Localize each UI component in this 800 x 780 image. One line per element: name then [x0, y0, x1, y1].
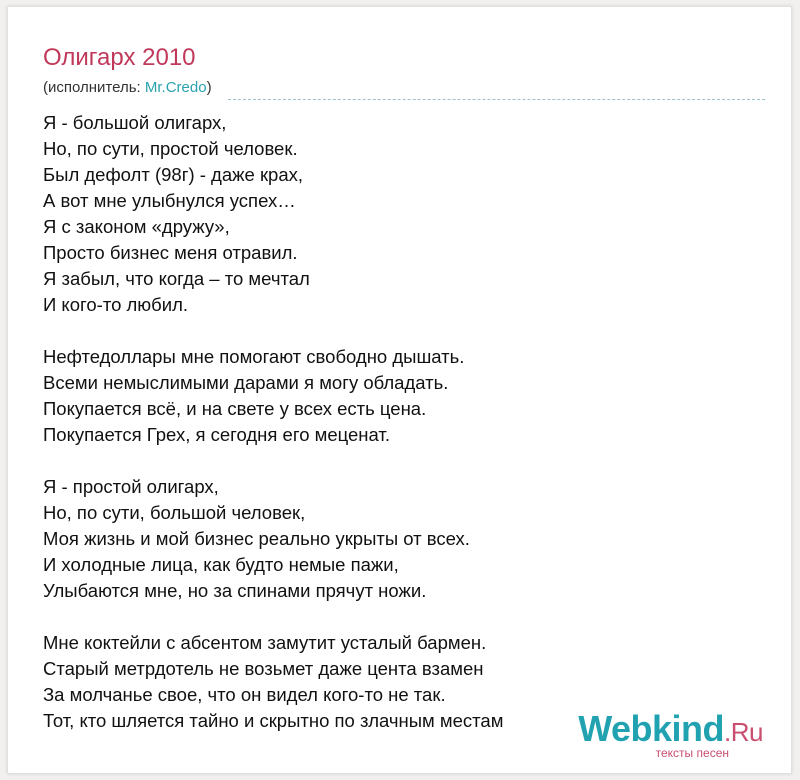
lyric-line: Я забыл, что когда – то мечтал — [43, 268, 310, 289]
lyric-line: А вот мне улыбнулся успех… — [43, 190, 296, 211]
lyric-line: Старый метрдотель не возьмет даже цента взамен — [43, 658, 484, 679]
lyric-line: Нефтедоллары мне помогают свободно дышать. — [43, 346, 465, 367]
lyric-line: Покупается Грех, я сегодня его меценат. — [43, 424, 390, 445]
lyric-line: Улыбаются мне, но за спинами прячут ножи. — [43, 580, 427, 601]
stanza-1 — [43, 110, 743, 318]
lyric-line: Я с законом «дружу», — [43, 216, 230, 237]
stanza-2 — [43, 344, 743, 448]
title-divider — [228, 99, 765, 100]
artist-prefix: (исполнитель: — [43, 79, 145, 96]
logo-tagline: тексты песен — [655, 746, 729, 760]
artist-line — [43, 79, 212, 97]
lyric-line: Просто бизнес меня отравил. — [43, 242, 298, 263]
lyric-line: И холодные лица, как будто немые пажи, — [43, 554, 399, 575]
lyric-line: Но, по сути, простой человек. — [43, 138, 298, 159]
stanza-3 — [43, 474, 743, 604]
lyric-line: Мне коктейли с абсентом замутит усталый бармен. — [43, 632, 487, 653]
lyric-line: Был дефолт (98г) - даже крах, — [43, 164, 304, 185]
logo-tld: .Ru — [724, 717, 763, 747]
lyrics-card — [7, 6, 792, 774]
logo-brand: Webkind — [578, 708, 725, 749]
lyric-line: Покупается всё, и на свете у всех есть цена. — [43, 398, 427, 419]
lyric-line: За молчанье свое, что он видел кого-то не так. — [43, 684, 446, 705]
lyric-line: Я - большой олигарх, — [43, 112, 227, 133]
lyric-line: Моя жизнь и мой бизнес реально укрыты от всех. — [43, 528, 470, 549]
lyric-line: Но, по сути, большой человек, — [43, 502, 306, 523]
lyric-line: И кого-то любил. — [43, 294, 189, 315]
webkind-logo[interactable] — [563, 709, 763, 759]
lyric-line: Тот, кто шляется тайно и скрытно по злачным местам — [43, 710, 504, 731]
song-title: Олигарх 2010 — [43, 44, 196, 71]
lyrics-body — [43, 110, 743, 760]
artist-suffix: ) — [206, 79, 212, 96]
lyric-line: Всеми немыслимыми дарами я могу обладать. — [43, 372, 449, 393]
lyric-line: Я - простой олигарх, — [43, 476, 219, 497]
artist-link[interactable]: Mr.Credo — [144, 79, 207, 96]
